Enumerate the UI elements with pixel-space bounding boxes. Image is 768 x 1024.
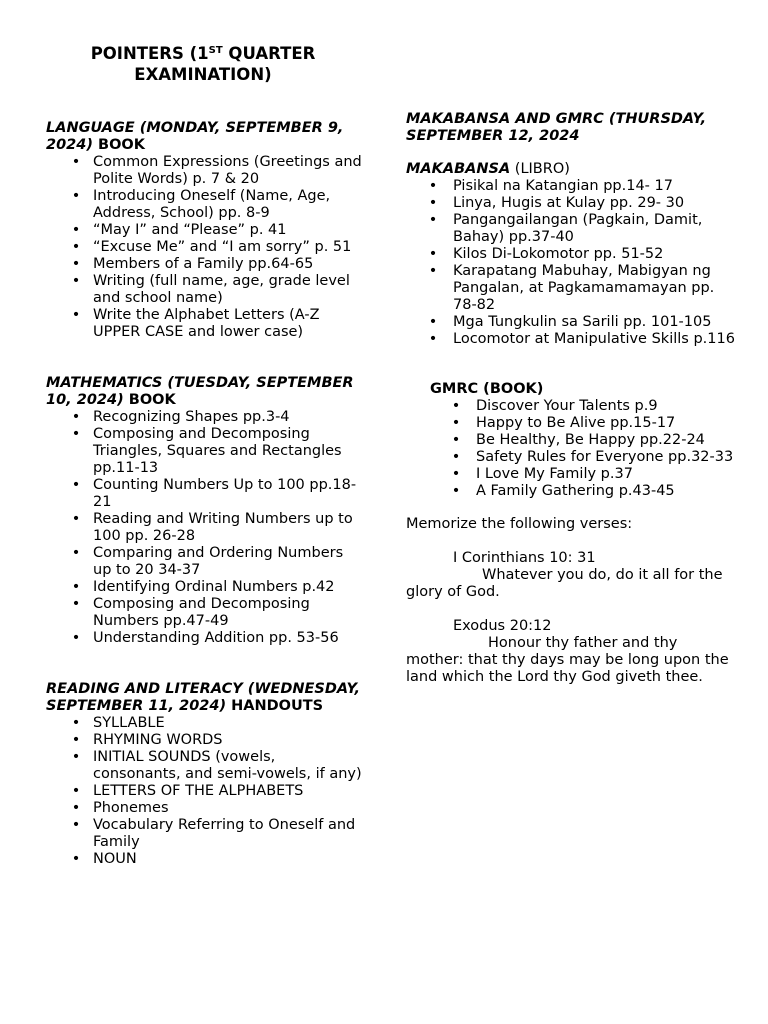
bullet-icon: •: [71, 817, 81, 833]
list-item: • Discover Your Talents p.9: [451, 398, 658, 414]
page-title: POINTERS (1ST QUARTER EXAMINATION): [90, 44, 316, 84]
makabansa-gmrc-heading: MAKABANSA AND GMRC (THURSDAY, SEPTEMBER 12, 2024: [406, 111, 707, 144]
list-item: • Be Healthy, Be Happy pp.22-24: [451, 432, 705, 448]
bullet-icon: •: [451, 415, 461, 431]
list-item: • Reading and Writing Numbers up to 100 pp. 26-28: [71, 511, 353, 544]
list-item: • Happy to Be Alive pp.15-17: [451, 415, 676, 431]
bullet-icon: •: [428, 246, 438, 262]
verse-2-reference: Exodus 20:12: [453, 618, 552, 634]
reading-list: [46, 715, 366, 868]
bullet-icon: •: [71, 715, 81, 731]
bullet-icon: •: [71, 256, 81, 272]
gmrc-list: [406, 398, 736, 500]
mathematics-list: [46, 409, 366, 647]
bullet-icon: •: [71, 630, 81, 646]
bullet-icon: •: [451, 466, 461, 482]
language-heading: LANGUAGE (MONDAY, SEPTEMBER 9, 2024) BOOK: [46, 120, 344, 153]
bullet-icon: •: [71, 426, 81, 442]
list-item: • I Love My Family p.37: [451, 466, 633, 482]
list-item: • Vocabulary Referring to Oneself and Family: [71, 817, 356, 850]
bullet-icon: •: [71, 596, 81, 612]
bullet-icon: •: [428, 314, 438, 330]
bullet-icon: •: [71, 511, 81, 527]
list-item: • SYLLABLE: [71, 715, 165, 731]
bullet-icon: •: [71, 273, 81, 289]
left-column: [46, 120, 366, 868]
bullet-icon: •: [71, 545, 81, 561]
list-item: • Common Expressions (Greetings and Polite Words) p. 7 & 20: [71, 154, 362, 187]
bullet-icon: •: [71, 749, 81, 765]
list-item: • A Family Gathering p.43-45: [451, 483, 675, 499]
bullet-icon: •: [71, 239, 81, 255]
list-item: • Pisikal na Katangian pp.14- 17: [428, 178, 673, 194]
list-item: • “May I” and “Please” p. 41: [71, 222, 287, 238]
list-item: • Linya, Hugis at Kulay pp. 29- 30: [428, 195, 685, 211]
bullet-icon: •: [71, 477, 81, 493]
list-item: • Comparing and Ordering Numbers up to 20 34-37: [71, 545, 344, 578]
list-item: • Write the Alphabet Letters (A-Z UPPER CASE and lower case): [71, 307, 320, 340]
bullet-icon: •: [71, 732, 81, 748]
bullet-icon: •: [71, 154, 81, 170]
list-item: • Composing and Decomposing Numbers pp.47-49: [71, 596, 310, 629]
list-item: • Identifying Ordinal Numbers p.42: [71, 579, 335, 595]
bullet-icon: •: [71, 579, 81, 595]
list-item: • Karapatang Mabuhay, Mabigyan ng Pangalan, at Pagkamamamayan pp. 78-82: [428, 263, 715, 313]
list-item: • LETTERS OF THE ALPHABETS: [71, 783, 304, 799]
mathematics-heading: MATHEMATICS (TUESDAY, SEPTEMBER 10, 2024) BOOK: [46, 375, 354, 408]
list-item: • RHYMING WORDS: [71, 732, 223, 748]
verse-1-text: Whatever you do, do it all for the glory of God.: [406, 567, 723, 600]
list-item: • Locomotor at Manipulative Skills p.116: [428, 331, 735, 347]
verse-1-reference: I Corinthians 10: 31: [453, 550, 596, 566]
list-item: • INITIAL SOUNDS (vowels, consonants, and semi-vowels, if any): [71, 749, 362, 782]
bullet-icon: •: [71, 222, 81, 238]
list-item: • Safety Rules for Everyone pp.32-33: [451, 449, 734, 465]
bullet-icon: •: [451, 398, 461, 414]
bullet-icon: •: [428, 263, 438, 279]
bullet-icon: •: [428, 178, 438, 194]
list-item: • Kilos Di-Lokomotor pp. 51-52: [428, 246, 664, 262]
makabansa-list: [406, 178, 736, 348]
bullet-icon: •: [451, 432, 461, 448]
bullet-icon: •: [71, 800, 81, 816]
verse-2-text: Honour thy father and thy mother: that thy days may be long upon the land which the Lord thy God giveth thee.: [406, 635, 729, 685]
list-item: • Writing (full name, age, grade level and school name): [71, 273, 350, 306]
list-item: • NOUN: [71, 851, 137, 867]
list-item: • Pangangailangan (Pagkain, Damit, Bahay) pp.37-40: [428, 212, 703, 245]
bullet-icon: •: [71, 307, 81, 323]
bullet-icon: •: [71, 783, 81, 799]
bullet-icon: •: [71, 409, 81, 425]
verses-intro: Memorize the following verses:: [406, 516, 633, 532]
makabansa-heading: MAKABANSA (LIBRO): [406, 161, 570, 177]
list-item: • Counting Numbers Up to 100 pp.18-21: [71, 477, 357, 510]
bullet-icon: •: [451, 483, 461, 499]
bullet-icon: •: [428, 331, 438, 347]
list-item: • Members of a Family pp.64-65: [71, 256, 314, 272]
list-item: • “Excuse Me” and “I am sorry” p. 51: [71, 239, 352, 255]
bullet-icon: •: [451, 449, 461, 465]
bullet-icon: •: [71, 188, 81, 204]
bullet-icon: •: [71, 851, 81, 867]
bullet-icon: •: [428, 212, 438, 228]
list-item: • Mga Tungkulin sa Sarili pp. 101-105: [428, 314, 712, 330]
list-item: • Phonemes: [71, 800, 169, 816]
list-item: • Understanding Addition pp. 53-56: [71, 630, 339, 646]
gmrc-heading: GMRC (BOOK): [430, 381, 544, 397]
bullet-icon: •: [428, 195, 438, 211]
right-column: [406, 111, 736, 686]
reading-heading: READING AND LITERACY (WEDNESDAY, SEPTEMBER 11, 2024) HANDOUTS: [46, 681, 361, 714]
list-item: • Recognizing Shapes pp.3-4: [71, 409, 290, 425]
list-item: • Introducing Oneself (Name, Age, Address, School) pp. 8-9: [71, 188, 331, 221]
list-item: • Composing and Decomposing Triangles, Squares and Rectangles pp.11-13: [71, 426, 342, 476]
language-list: [46, 154, 366, 341]
